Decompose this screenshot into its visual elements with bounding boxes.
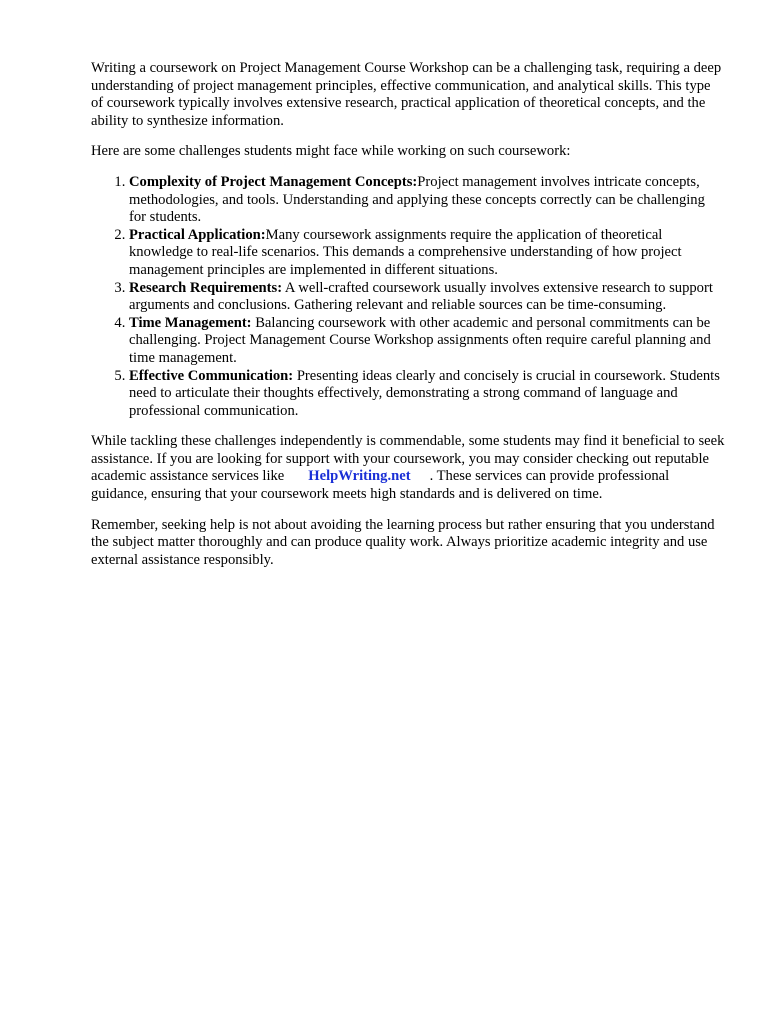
challenge-text: A well-crafted coursework usually involves extensive research to support arguments and conclusions. Gathering relevant and reliable sources can be time-consuming. [129, 279, 713, 314]
intro-paragraph: Writing a coursework on Project Management Course Workshop can be a challenging task, requiring a deep understanding of project management principles, effective communication, and analytical skills. This type of coursework typically involves extensive research, practical application of theoretical concepts, and the ability to synthesize information. [91, 60, 722, 129]
challenge-term: Research Requirements: [129, 279, 283, 296]
challenge-text: Many coursework assignments require the application of theoretical knowledge to real-life scenarios. This demands a comprehensive understanding of how project management principles are implemented in different situations. [129, 226, 682, 278]
challenge-term: Time Management: [129, 314, 252, 331]
document-page [91, 60, 725, 582]
challenge-term: Effective Communication: [129, 367, 294, 384]
list-item [129, 280, 725, 315]
challenges-lead-in: Here are some challenges students might face while working on such coursework: [91, 143, 571, 160]
list-item [129, 315, 725, 368]
challenge-text: Project management involves intricate concepts, methodologies, and tools. Understanding and applying these concepts correctly can be challenging for students. [129, 173, 705, 226]
closing-paragraph: Remember, seeking help is not about avoiding the learning process but rather ensuring that you understand the subject matter thoroughly and can produce quality work. Always prioritize academic integrity and use external assistance responsibly. [91, 516, 715, 568]
challenge-term: Practical Application: [129, 226, 266, 243]
challenge-text: Balancing coursework with other academic and personal commitments can be challenging. Project Management Course Workshop assignments often require careful planning and time management. [129, 314, 711, 366]
list-item [129, 227, 725, 280]
list-item [129, 174, 725, 227]
challenge-text: Presenting ideas clearly and concisely is crucial in coursework. Students need to articulate their thoughts effectively, demonstrating a strong command of language and professional communication. [129, 367, 720, 419]
assistance-text-before: While tackling these challenges independently is commendable, some students may find it beneficial to seek assistance. If you are looking for support with your coursework, you may consider checking out reputable academic assistance services like [91, 433, 725, 485]
helpwriting-link[interactable]: HelpWriting.net [308, 468, 411, 485]
challenges-list [91, 174, 725, 420]
assistance-text-after: . These services can provide professional guidance, ensuring that your coursework meets high standards and is delivered on time. [91, 468, 670, 503]
assistance-paragraph [91, 433, 725, 503]
challenge-term: Complexity of Project Management Concepts: [129, 173, 418, 190]
list-item [129, 368, 725, 421]
